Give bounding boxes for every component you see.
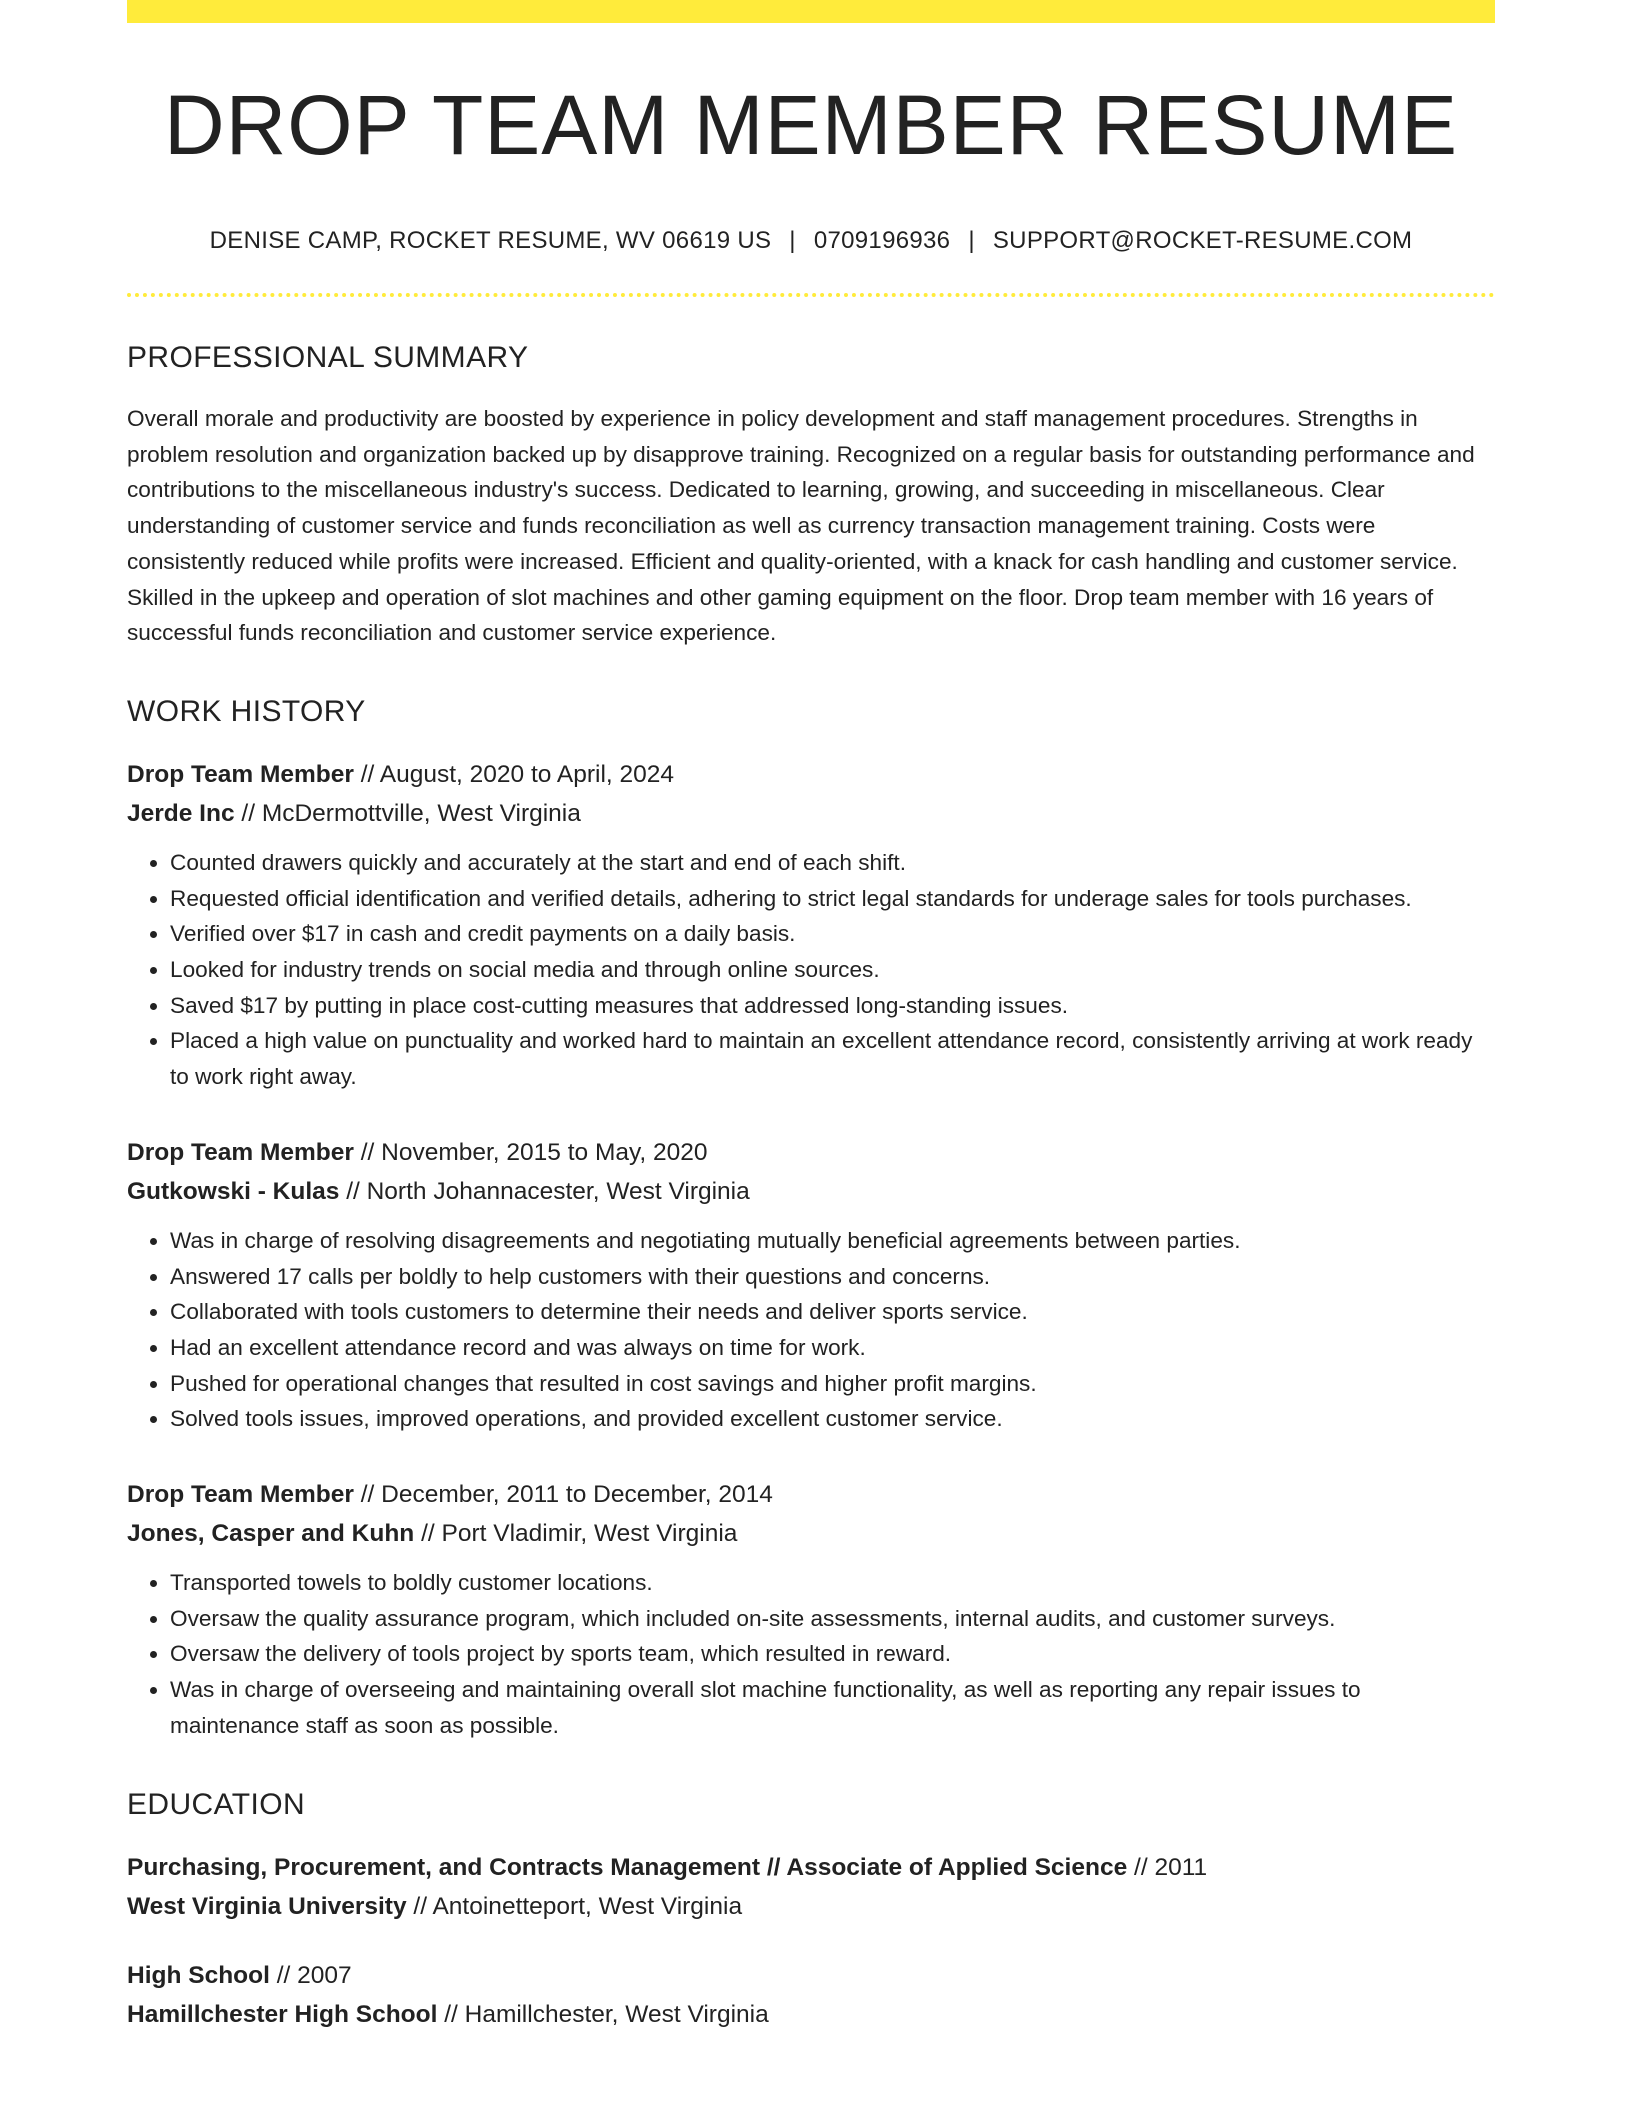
job-title: Drop Team Member — [127, 1481, 354, 1509]
education-entry — [127, 1956, 1495, 2034]
job-bullet: • Solved tools issues, improved operations, and provided excellent customer service. — [170, 1401, 1495, 1437]
job-dates: // August, 2020 to April, 2024 — [353, 760, 674, 788]
page-title: DROP TEAM MEMBER RESUME — [163, 78, 1459, 172]
education-school: West Virginia University — [127, 1892, 407, 1920]
job-entry — [127, 1475, 1495, 1744]
job-title-line — [127, 755, 1495, 794]
education-location: // Antoinetteport, West Virginia — [406, 1892, 743, 1920]
job-bullets — [127, 1565, 1495, 1744]
education-year: // 2011 — [1127, 1853, 1208, 1881]
contact-separator: | — [789, 227, 796, 254]
education-degree-line — [127, 1956, 1495, 1995]
job-company: Jerde Inc — [127, 799, 235, 827]
job-bullet: • Was in charge of resolving disagreements and negotiating mutually beneficial agreements between parties. — [170, 1223, 1495, 1259]
job-bullet: • Pushed for operational changes that resulted in cost savings and higher profit margins. — [170, 1366, 1495, 1402]
contact-separator: | — [968, 227, 975, 254]
education-degree: Purchasing, Procurement, and Contracts Management // Associate of Applied Science — [127, 1853, 1128, 1881]
top-accent-bar — [127, 0, 1495, 23]
job-bullet: • Oversaw the delivery of tools project by sports team, which resulted in reward. — [170, 1636, 1495, 1672]
education-school-line — [127, 1995, 1495, 2034]
resume-page — [127, 0, 1495, 2034]
job-dates: // December, 2011 to December, 2014 — [353, 1481, 773, 1509]
contact-phone: 0709196936 — [813, 227, 951, 254]
job-bullet: • Requested official identification and verified details, adhering to strict legal standards for underage sales for tools purchases. — [170, 881, 1495, 917]
education-degree: High School — [127, 1961, 270, 1989]
job-entry — [127, 755, 1495, 1095]
summary-heading: PROFESSIONAL SUMMARY — [127, 341, 529, 374]
job-entry — [127, 1133, 1495, 1437]
job-bullet: • Placed a high value on punctuality and worked hard to maintain an excellent attendance record, consistently arriving at work ready to work right away. — [170, 1023, 1495, 1094]
summary-text: Overall morale and productivity are boosted by experience in policy development and staff management procedures. Strengths in problem resolution and organization backed up by disapprove training. Recognized on a regular basis for outstanding performance and contributions to the miscellaneous industry's success. Dedicated to learning, growing, and succeeding in miscellaneous. Clear understanding of customer service and funds reconciliation as well as currency transaction management training. Costs were consistently reduced while profits were increased. Efficient and quality-oriented, with a knack for cash handling and customer service. Skilled in the upkeep and operation of slot machines and other gaming equipment on the floor. Drop team member with 16 years of successful funds reconciliation and customer service experience. — [127, 406, 1475, 646]
job-location: // Port Vladimir, West Virginia — [414, 1520, 738, 1548]
job-bullet: • Had an excellent attendance record and was always on time for work. — [170, 1330, 1495, 1366]
job-bullet: • Saved $17 by putting in place cost-cutting measures that addressed long-standing issues. — [170, 988, 1495, 1024]
contact-line — [127, 229, 1495, 253]
job-bullet: • Answered 17 calls per boldly to help customers with their questions and concerns. — [170, 1259, 1495, 1295]
education-school: Hamillchester High School — [127, 2000, 438, 2028]
job-bullet: • Was in charge of overseeing and maintaining overall slot machine functionality, as well as reporting any repair issues to maintenance staff as soon as possible. — [170, 1672, 1495, 1743]
summary-section — [127, 343, 1495, 651]
contact-email: SUPPORT@ROCKET-RESUME.COM — [992, 227, 1413, 254]
job-title: Drop Team Member — [127, 1138, 354, 1166]
job-location: // McDermottville, West Virginia — [234, 799, 581, 827]
job-bullet: • Oversaw the quality assurance program, which included on-site assessments, internal audits, and customer surveys. — [170, 1601, 1495, 1637]
job-company-line — [127, 1514, 1495, 1553]
job-bullet: • Collaborated with tools customers to determine their needs and deliver sports service. — [170, 1294, 1495, 1330]
education-entry — [127, 1848, 1495, 1926]
job-title-line — [127, 1475, 1495, 1514]
job-company: Gutkowski - Kulas — [127, 1177, 340, 1205]
education-school-line — [127, 1887, 1495, 1926]
job-bullet: • Verified over $17 in cash and credit payments on a daily basis. — [170, 916, 1495, 952]
job-company: Jones, Casper and Kuhn — [127, 1520, 415, 1548]
education-location: // Hamillchester, West Virginia — [437, 2000, 769, 2028]
education-heading: EDUCATION — [127, 1787, 306, 1821]
job-location: // North Johannacester, West Virginia — [339, 1177, 750, 1205]
job-company-line — [127, 794, 1495, 833]
education-year: // 2007 — [269, 1961, 352, 1989]
education-degree-line — [127, 1848, 1495, 1887]
job-company-line — [127, 1172, 1495, 1211]
job-bullet: • Transported towels to boldly customer locations. — [170, 1565, 1495, 1601]
work-history-heading: WORK HISTORY — [127, 694, 366, 728]
job-title-line — [127, 1133, 1495, 1172]
header-divider — [127, 293, 1495, 297]
job-bullets — [127, 1223, 1495, 1437]
contact-address: DENISE CAMP, ROCKET RESUME, WV 06619 US — [209, 227, 772, 254]
work-history-section — [127, 694, 1495, 1744]
job-bullet: • Counted drawers quickly and accurately at the start and end of each shift. — [170, 845, 1495, 881]
education-section — [127, 1787, 1495, 2034]
job-title: Drop Team Member — [127, 760, 354, 788]
job-bullets — [127, 845, 1495, 1095]
job-dates: // November, 2015 to May, 2020 — [353, 1138, 708, 1166]
job-bullet: • Looked for industry trends on social media and through online sources. — [170, 952, 1495, 988]
